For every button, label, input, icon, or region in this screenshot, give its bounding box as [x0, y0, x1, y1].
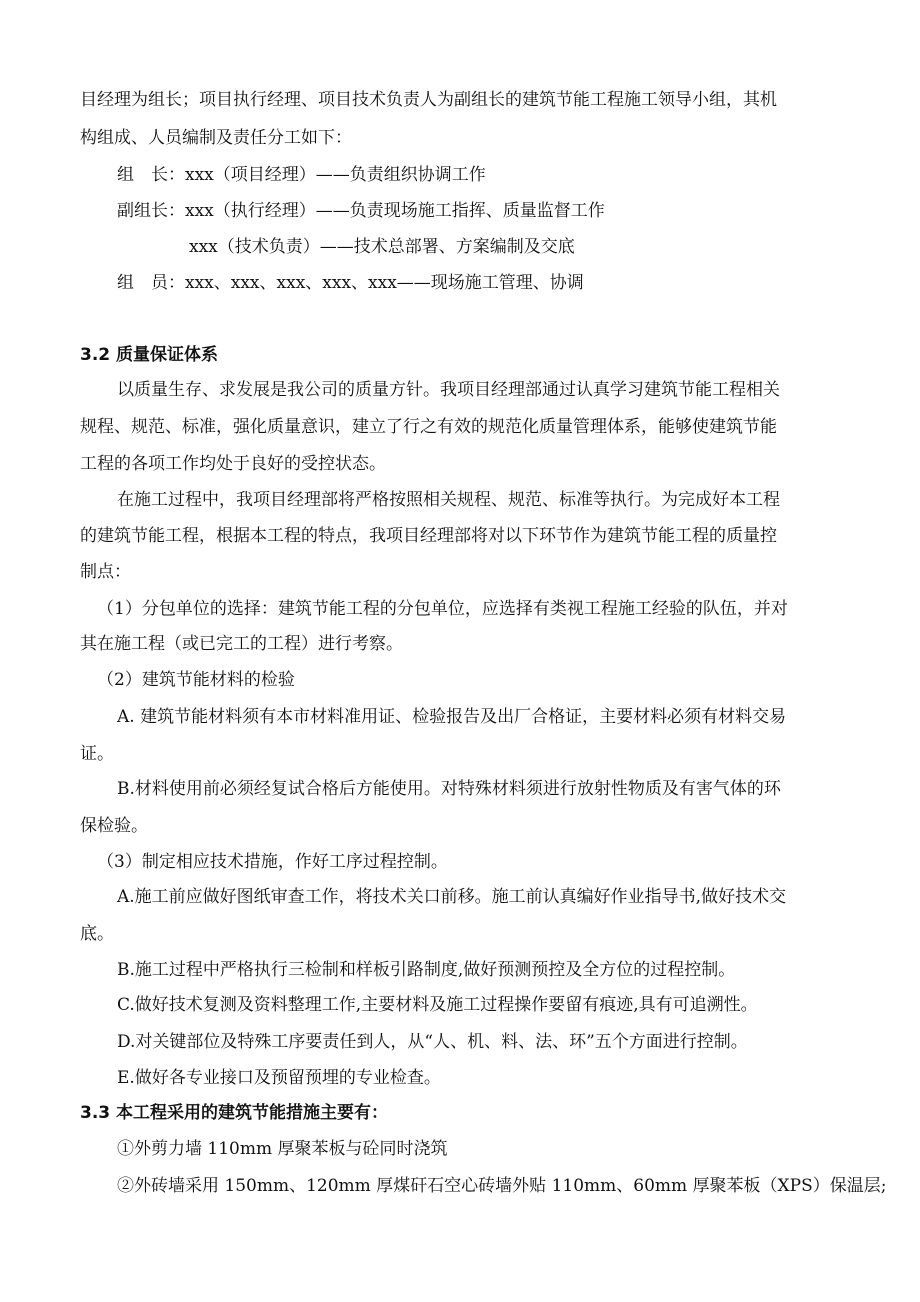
item-3-a-line-2: 底。	[80, 924, 114, 944]
item-3-a-line-1: A.施工前应做好图纸审查工作，将技术关口前移。施工前认真编好作业指导书,做好技术交	[117, 887, 787, 907]
measure-1: ①外剪力墙 110mm 厚聚苯板与砼同时浇筑	[117, 1139, 448, 1159]
intro-line-2: 构组成、人员编制及责任分工如下：	[80, 128, 352, 148]
item-2-a-line-1: A. 建筑节能材料须有本市材料准用证、检验报告及出厂合格证，主要材料必须有材料交易	[117, 707, 787, 727]
team-members: 组 员：xxx、xxx、xxx、xxx、xxx——现场施工管理、协调	[117, 273, 584, 293]
item-1-line-2: 其在施工程（或已完工的工程）进行考察。	[80, 634, 403, 654]
item-3-c: C.做好技术复测及资料整理工作,主要材料及施工过程操作要留有痕迹,具有可追溯性。	[117, 995, 758, 1015]
item-3-title: （3）制定相应技术措施，作好工序过程控制。	[97, 852, 448, 872]
team-deputy-2: xxx（技术负责）——技术总部署、方案编制及交底	[189, 237, 575, 257]
intro-line-1: 目经理为组长；项目执行经理、项目技术负责人为副组长的建筑节能工程施工领导小组，其机	[80, 90, 777, 110]
item-3-e: E.做好各专业接口及预留预埋的专业检查。	[117, 1068, 441, 1088]
para-2-line-3: 制点：	[80, 562, 131, 582]
para-1-line-2: 规程、规范、标准，强化质量意识，建立了行之有效的规范化质量管理体系，能够使建筑节能	[80, 417, 777, 437]
para-2-line-2: 的建筑节能工程，根据本工程的特点，我项目经理部将对以下环节作为建筑节能工程的质量控	[80, 526, 777, 546]
item-3-b: B.施工过程中严格执行三检制和样板引路制度,做好预测预控及全方位的过程控制。	[117, 960, 736, 980]
item-3-d: D.对关键部位及特殊工序要责任到人，从“人、机、料、法、环”五个方面进行控制。	[117, 1032, 748, 1052]
item-2-title: （2）建筑节能材料的检验	[97, 670, 295, 690]
item-2-a-line-2: 证。	[80, 744, 114, 764]
team-deputy-1: 副组长：xxx（执行经理）——负责现场施工指挥、质量监督工作	[117, 201, 605, 221]
section-3-3-heading: 3.3 本工程采用的建筑节能措施主要有：	[80, 1103, 389, 1123]
section-3-2-heading: 3.2 质量保证体系	[80, 345, 219, 365]
item-1-line-1: （1）分包单位的选择：建筑节能工程的分包单位，应选择有类视工程施工经验的队伍，并对	[97, 599, 788, 619]
para-2-line-1: 在施工过程中，我项目经理部将严格按照相关规程、规范、标准等执行。为完成好本工程	[117, 490, 780, 510]
para-1-line-1: 以质量生存、求发展是我公司的质量方针。我项目经理部通过认真学习建筑节能工程相关	[117, 380, 780, 400]
item-2-b-line-1: B.材料使用前必须经复试合格后方能使用。对特殊材料须进行放射性物质及有害气体的环	[117, 779, 781, 799]
measure-2: ②外砖墙采用 150mm、120mm 厚煤矸石空心砖墙外贴 110mm、60mm 厚聚苯板（XPS）保温层;	[117, 1176, 887, 1196]
para-1-line-3: 工程的各项工作均处于良好的受控状态。	[80, 454, 386, 474]
team-leader: 组 长：xxx（项目经理）——负责组织协调工作	[117, 165, 486, 185]
item-2-b-line-2: 保检验。	[80, 816, 148, 836]
